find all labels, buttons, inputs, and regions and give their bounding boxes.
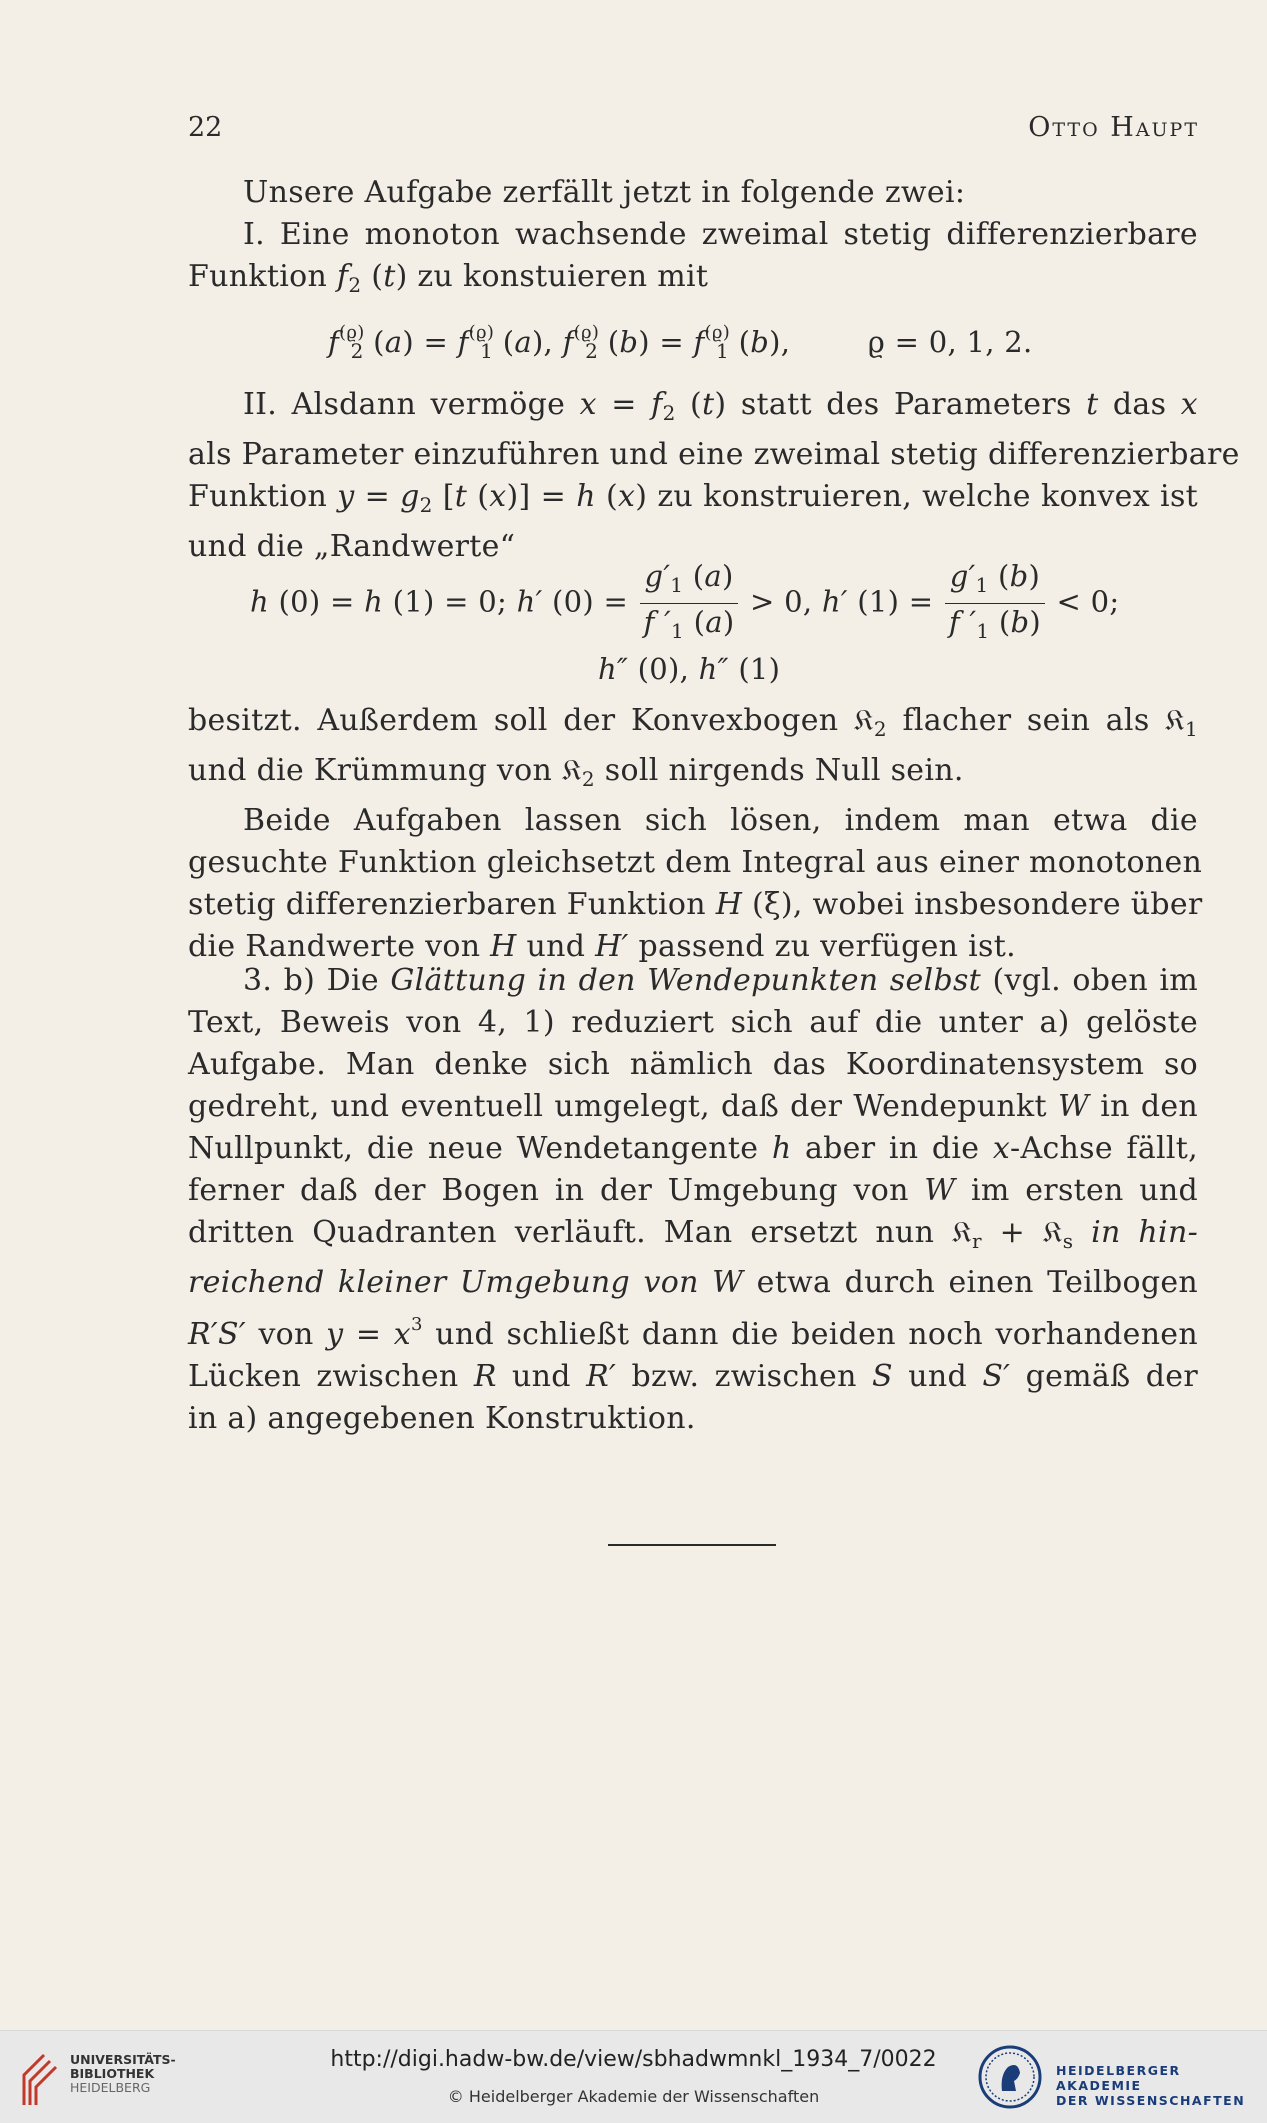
section-3b-line-9: R′S′ von $y = x^3$ und schließt dann die beiden noch vorhandenen: [188, 1314, 1198, 1352]
task-two-line-3: Funktion $y = g_2$ [t (x)] = h (x) zu konstruieren, welche konvex ist: [188, 479, 1199, 517]
section-3b-line-8: reichend kleiner Umgebung von W etwa durch einen Teilbogen: [188, 1265, 1199, 1300]
running-head: Otto Haupt: [1028, 112, 1199, 143]
convex-line-1: besitzt. Außerdem soll der Konvexbogen 𝔎$_2$ flacher sein als 𝔎$_1$: [188, 703, 1199, 741]
library-name: UNIVERSITÄTS- BIBLIOTHEK HEIDELBERG: [70, 2052, 176, 2095]
task-one-line-2: Funktion $f_2$ (t) zu konstuieren mit: [188, 259, 709, 297]
solution-line-1: Beide Aufgaben lassen sich lösen, indem man etwa die: [243, 803, 1198, 838]
section-3b-line-1: 3. b) Die Glättung in den Wendepunkten selbst (vgl. oben im: [243, 963, 1199, 998]
paragraph-intro: Unsere Aufgabe zerfällt jetzt in folgende zwei:: [243, 175, 966, 210]
section-3b-line-10: Lücken zwischen R und R′ bzw. zwischen S und S′ gemäß der: [188, 1359, 1198, 1394]
section-3b-line-7: dritten Quadranten verläuft. Man ersetzt nun 𝔎$_r$ + 𝔎$_s$ in hin-: [188, 1215, 1199, 1253]
convex-line-2: und die Krümmung von 𝔎$_2$ soll nirgends Null sein.: [188, 753, 964, 791]
body-block-1: [188, 172, 1198, 306]
end-rule: [608, 1544, 776, 1546]
section-3b-line-4: gedreht, und eventuell umgelegt, daß der Wendepunkt W in den: [188, 1089, 1198, 1124]
academy-seal-icon: [978, 2045, 1042, 2109]
task-two-line-4: und die „Randwerte“: [188, 529, 516, 564]
page-header: [188, 112, 1199, 156]
section-3b-line-2: Text, Beweis von 4, 1) reduziert sich auf die unter a) gelöste: [188, 1005, 1198, 1040]
formula-boundary-values: h (0) = h (1) = 0; h′ (0) = $\frac{g'_1 (a)}{f '_1 (a)}$ > 0, h′ (1) = $\frac{g'_1 (b)}{f '_1 (b)}$ < 0; h″ (0), h″ (1): [250, 559, 1120, 686]
body-block-4: [188, 960, 1198, 1440]
task-two-line-2: als Parameter einzuführen und eine zweimal stetig differenzierbare: [188, 437, 1240, 472]
rho-range: ϱ = 0, 1, 2.: [867, 325, 1033, 359]
section-3b-line-6: ferner daß der Bogen in der Umgebung von W im ersten und: [188, 1173, 1199, 1208]
source-url-link[interactable]: http://digi.hadw-bw.de/view/sbhadwmnkl_1934_7/0022: [330, 2047, 937, 2072]
task-two-line-1: II. Alsdann vermöge $x = f_2$ (t) statt des Parameters t das x: [243, 387, 1198, 425]
section-3b-line-5: Nullpunkt, die neue Wendetangente h aber in die x-Achse fällt,: [188, 1131, 1198, 1166]
page-number: 22: [188, 112, 223, 143]
section-3b-line-11: in a) angegebenen Konstruktion.: [188, 1401, 696, 1436]
footer-bar: [0, 2030, 1267, 2123]
solution-line-4: die Randwerte von H und H′ passend zu verfügen ist.: [188, 929, 1016, 964]
copyright-notice: © Heidelberger Akademie der Wissenschaften: [447, 2087, 820, 2106]
section-3b-line-3: Aufgabe. Man denke sich nämlich das Koordinatensystem so: [188, 1047, 1198, 1082]
body-block-3: [188, 700, 1203, 968]
solution-line-3: stetig differenzierbaren Funktion H (ξ), wobei insbesondere über: [188, 887, 1203, 922]
task-one-line-1: I. Eine monoton wachsende zweimal stetig differenzierbare: [243, 217, 1198, 252]
body-block-2: [188, 384, 1240, 568]
academy-name: HEIDELBERGER AKADEMIE DER WISSENSCHAFTEN: [1056, 2063, 1246, 2108]
formula-boundary-conditions: $f^{(ϱ)}_2$ $(a) = f^{(ϱ)}_1$ (a), $f^{(ϱ)}_2$ $(b) = f^{(ϱ)}_1$ (b), ϱ = 0, 1, 2.: [328, 322, 1033, 363]
solution-line-2: gesuchte Funktion gleichsetzt dem Integral aus einer monotonen: [188, 845, 1203, 880]
